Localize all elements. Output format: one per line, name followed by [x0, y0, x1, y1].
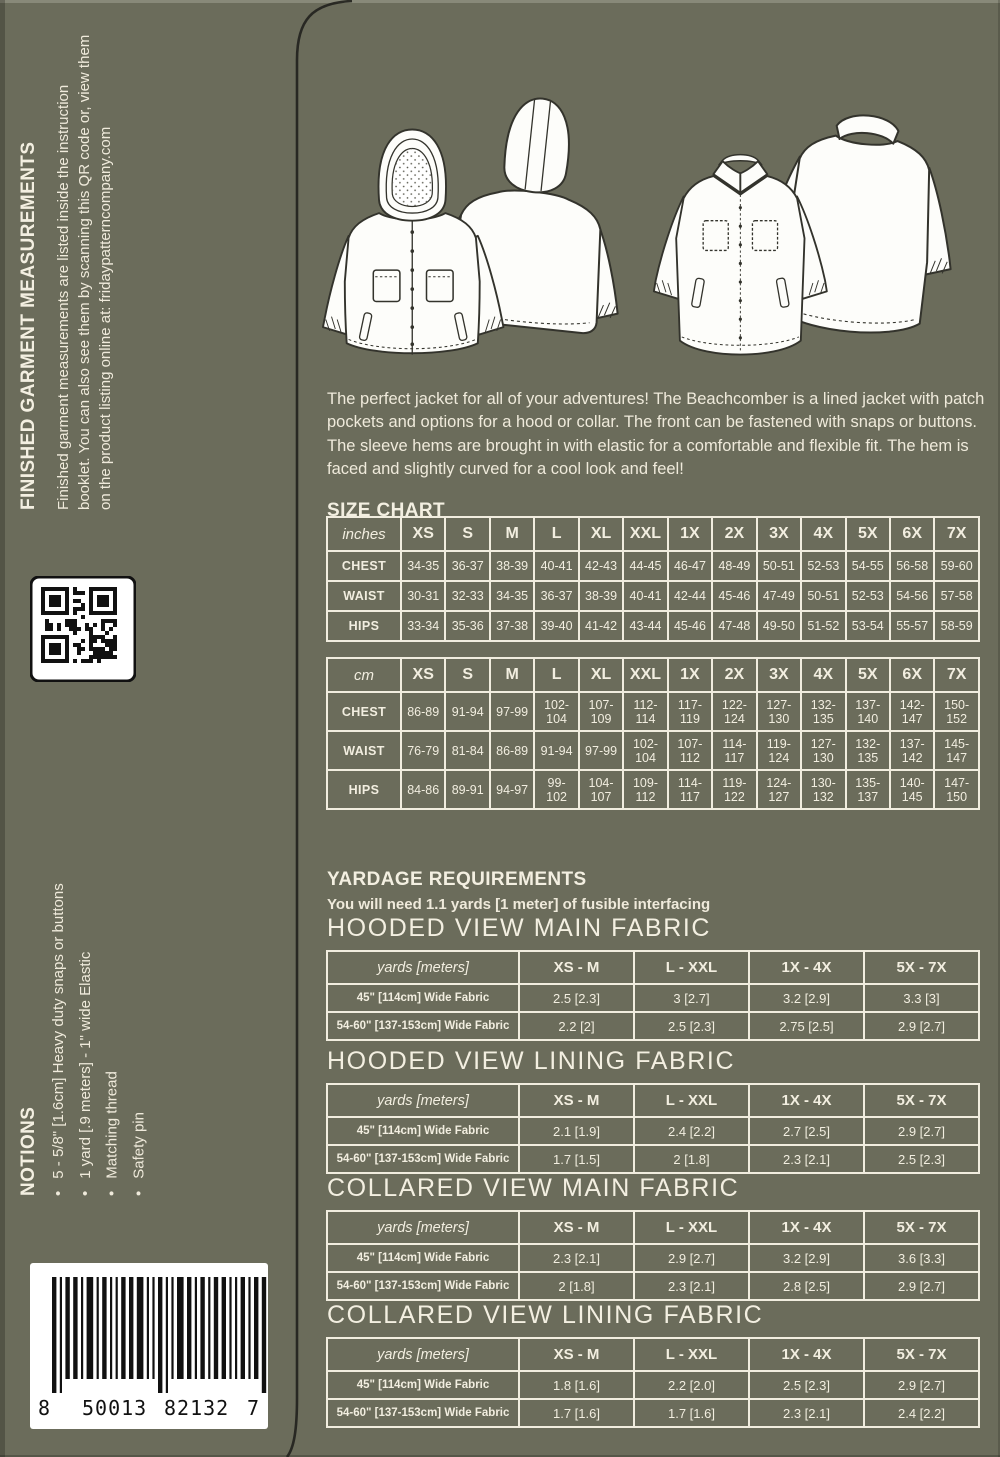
measurement-value: 137-140 — [846, 692, 890, 731]
yardage-value: 2.5 [2.3] — [519, 984, 634, 1012]
measurement-value: 53-54 — [846, 611, 890, 641]
yardage-value: 2.4 [2.2] — [634, 1117, 749, 1145]
measurement-value: 145-147 — [934, 731, 978, 770]
measurement-value: 45-46 — [712, 581, 756, 611]
size-header: XS — [401, 517, 445, 551]
measurement-value: 30-31 — [401, 581, 445, 611]
yardage-value: 2.3 [2.1] — [749, 1399, 864, 1427]
size-group-header: 5X - 7X — [864, 1211, 979, 1244]
measurement-value: 38-39 — [490, 551, 534, 581]
yardage-value: 2.7 [2.5] — [749, 1117, 864, 1145]
measurement-value: 94-97 — [490, 770, 534, 809]
interfacing-note: You will need 1.1 yards [1 meter] of fusible interfacing — [327, 896, 711, 913]
measurement-value: 104-107 — [579, 770, 623, 809]
size-group-header: 5X - 7X — [864, 1084, 979, 1117]
yardage-value: 2.75 [2.5] — [749, 1012, 864, 1040]
barcode-digits — [30, 1396, 268, 1420]
size-group-header: XS - M — [519, 1211, 634, 1244]
measurement-value: 112-114 — [623, 692, 667, 731]
measurement-value: 137-142 — [890, 731, 934, 770]
measurement-value: 50-51 — [757, 551, 801, 581]
yardage-collared-main — [326, 1174, 978, 1301]
measurement-value: 147-150 — [934, 770, 978, 809]
unit-label: inches — [327, 517, 401, 551]
yardage-view-title: COLLARED VIEW MAIN FABRIC — [327, 1174, 740, 1202]
measurement-value: 150-152 — [934, 692, 978, 731]
measurement-value: 127-130 — [757, 692, 801, 731]
notion-item: • Matching thread — [104, 788, 123, 1196]
measurement-label: HIPS — [327, 611, 401, 641]
yards-meters-label: yards [meters] — [327, 951, 519, 984]
measurement-value: 42-43 — [579, 551, 623, 581]
measurement-value: 102-104 — [623, 731, 667, 770]
measurement-value: 57-58 — [934, 581, 978, 611]
measurement-value: 52-53 — [801, 551, 845, 581]
measurement-value: 59-60 — [934, 551, 978, 581]
yardage-value: 3 [2.7] — [634, 984, 749, 1012]
size-header: 5X — [846, 517, 890, 551]
barcode-digit-group: 7 — [246, 1396, 260, 1420]
size-header: 4X — [801, 658, 845, 692]
finished-measurements-title: FINISHED GARMENT MEASUREMENTS — [18, 141, 39, 510]
size-header: XL — [579, 658, 623, 692]
notions-title: NOTIONS — [18, 1106, 39, 1196]
fabric-width-label: 45" [114cm] Wide Fabric — [327, 984, 519, 1012]
yardage-value: 2.2 [2.0] — [634, 1371, 749, 1399]
yardage-value: 1.7 [1.6] — [519, 1399, 634, 1427]
measurement-value: 36-37 — [445, 551, 489, 581]
fabric-width-label: 54-60" [137-153cm] Wide Fabric — [327, 1272, 519, 1300]
measurement-value: 54-56 — [890, 581, 934, 611]
yardage-value: 2.3 [2.1] — [634, 1272, 749, 1300]
measurement-value: 89-91 — [445, 770, 489, 809]
fabric-width-label: 45" [114cm] Wide Fabric — [327, 1244, 519, 1272]
size-header: S — [445, 517, 489, 551]
measurement-value: 132-135 — [846, 731, 890, 770]
size-header: XXL — [623, 658, 667, 692]
notion-item: • Safety pin — [130, 788, 149, 1196]
yardage-value: 2.4 [2.2] — [864, 1399, 979, 1427]
size-group-header: XS - M — [519, 1338, 634, 1371]
size-group-header: XS - M — [519, 1084, 634, 1117]
size-group-header: L - XXL — [634, 951, 749, 984]
size-header: 2X — [712, 658, 756, 692]
size-group-header: 1X - 4X — [749, 951, 864, 984]
measurement-value: 45-46 — [668, 611, 712, 641]
yardage-value: 2.9 [2.7] — [864, 1012, 979, 1040]
measurement-value: 122-124 — [712, 692, 756, 731]
size-group-header: L - XXL — [634, 1338, 749, 1371]
finished-measurements-text: Finished garment measurements are listed inside the instruction booklet. You can also see them by scanning this QR code or, view them on the product listing online at: fridaypatterncompany.com — [55, 34, 114, 510]
measurement-value: 97-99 — [490, 692, 534, 731]
size-header: L — [534, 658, 578, 692]
yardage-view-title: COLLARED VIEW LINING FABRIC — [327, 1301, 764, 1329]
yardage-value: 2.9 [2.7] — [864, 1272, 979, 1300]
measurement-label: WAIST — [327, 731, 401, 770]
pattern-description: The perfect jacket for all of your adventures! The Beachcomber is a lined jacket with patch pockets and options for a hood or collar. The front can be fastened with snaps or buttons. The sleeve hems are brought in with elastic for a comfortable and flexible fit. The hem is faced and slightly curved for a cool look and feel! — [327, 389, 985, 479]
size-table-inches — [326, 516, 980, 642]
qr-code — [30, 576, 136, 682]
size-header: 7X — [934, 658, 978, 692]
measurement-value: 33-34 — [401, 611, 445, 641]
size-header: XS — [401, 658, 445, 692]
yardage-value: 3.2 [2.9] — [749, 984, 864, 1012]
measurement-value: 102-104 — [534, 692, 578, 731]
measurement-value: 49-50 — [757, 611, 801, 641]
size-group-header: L - XXL — [634, 1211, 749, 1244]
measurement-value: 54-55 — [846, 551, 890, 581]
measurement-value: 117-119 — [668, 692, 712, 731]
measurement-value: 42-44 — [668, 581, 712, 611]
yardage-value: 2.9 [2.7] — [864, 1117, 979, 1145]
measurement-value: 52-53 — [846, 581, 890, 611]
yardage-hooded-main — [326, 914, 978, 1041]
measurement-value: 56-58 — [890, 551, 934, 581]
notion-item: • 1 yard [.9 meters] - 1" wide Elastic — [77, 788, 96, 1196]
measurement-value: 124-127 — [757, 770, 801, 809]
size-header: 6X — [890, 517, 934, 551]
measurement-value: 55-57 — [890, 611, 934, 641]
barcode-digit-group: 8 — [38, 1396, 52, 1420]
measurement-value: 81-84 — [445, 731, 489, 770]
size-chart-title: SIZE CHART — [327, 499, 445, 521]
jacket-illustrations — [0, 0, 1000, 390]
yardage-value: 1.7 [1.6] — [634, 1399, 749, 1427]
yardage-table — [326, 1083, 980, 1174]
notions-block — [18, 788, 149, 1196]
measurement-label: CHEST — [327, 692, 401, 731]
fabric-width-label: 54-60" [137-153cm] Wide Fabric — [327, 1399, 519, 1427]
measurement-value: 91-94 — [534, 731, 578, 770]
yardage-value: 3.3 [3] — [864, 984, 979, 1012]
measurement-value: 86-89 — [490, 731, 534, 770]
hooded-jacket-front — [323, 130, 504, 355]
yards-meters-label: yards [meters] — [327, 1211, 519, 1244]
measurement-value: 84-86 — [401, 770, 445, 809]
measurement-value: 44-45 — [623, 551, 667, 581]
measurement-value: 39-40 — [534, 611, 578, 641]
size-header: 6X — [890, 658, 934, 692]
measurement-value: 135-137 — [846, 770, 890, 809]
size-group-header: 1X - 4X — [749, 1084, 864, 1117]
measurement-value: 46-47 — [668, 551, 712, 581]
yardage-value: 2.3 [2.1] — [519, 1244, 634, 1272]
size-header: M — [490, 658, 534, 692]
yardage-value: 1.7 [1.5] — [519, 1145, 634, 1173]
yardage-title: YARDAGE REQUIREMENTS — [327, 868, 587, 890]
measurement-value: 86-89 — [401, 692, 445, 731]
yardage-view-title: HOODED VIEW LINING FABRIC — [327, 1047, 736, 1075]
size-chart-inches — [326, 516, 978, 642]
measurement-value: 51-52 — [801, 611, 845, 641]
measurement-value: 127-130 — [801, 731, 845, 770]
yardage-value: 2.8 [2.5] — [749, 1272, 864, 1300]
yardage-hooded-lining — [326, 1047, 978, 1174]
size-group-header: 1X - 4X — [749, 1211, 864, 1244]
measurement-value: 41-42 — [579, 611, 623, 641]
measurement-value: 34-35 — [490, 581, 534, 611]
measurement-value: 47-49 — [757, 581, 801, 611]
yardage-value: 2.9 [2.7] — [864, 1371, 979, 1399]
yardage-table — [326, 1337, 980, 1428]
size-header: 1X — [668, 658, 712, 692]
measurement-value: 142-147 — [890, 692, 934, 731]
fabric-width-label: 45" [114cm] Wide Fabric — [327, 1117, 519, 1145]
size-header: 3X — [757, 658, 801, 692]
yardage-table — [326, 950, 980, 1041]
measurement-value: 37-38 — [490, 611, 534, 641]
measurement-value: 35-36 — [445, 611, 489, 641]
measurement-value: 40-41 — [534, 551, 578, 581]
size-group-header: 5X - 7X — [864, 1338, 979, 1371]
barcode — [30, 1263, 268, 1429]
size-header: L — [534, 517, 578, 551]
size-group-header: L - XXL — [634, 1084, 749, 1117]
yardage-value: 2.5 [2.3] — [864, 1145, 979, 1173]
measurement-value: 119-124 — [757, 731, 801, 770]
yardage-value: 1.8 [1.6] — [519, 1371, 634, 1399]
size-header: 7X — [934, 517, 978, 551]
measurement-value: 58-59 — [934, 611, 978, 641]
size-header: 1X — [668, 517, 712, 551]
size-header: M — [490, 517, 534, 551]
size-group-header: 1X - 4X — [749, 1338, 864, 1371]
measurement-value: 140-145 — [890, 770, 934, 809]
size-header: 5X — [846, 658, 890, 692]
yards-meters-label: yards [meters] — [327, 1084, 519, 1117]
measurement-value: 99-102 — [534, 770, 578, 809]
measurement-value: 114-117 — [668, 770, 712, 809]
measurement-value: 132-135 — [801, 692, 845, 731]
yardage-collared-lining — [326, 1301, 978, 1428]
size-header: 4X — [801, 517, 845, 551]
measurement-value: 47-48 — [712, 611, 756, 641]
size-header: 2X — [712, 517, 756, 551]
measurement-value: 109-112 — [623, 770, 667, 809]
measurement-value: 119-122 — [712, 770, 756, 809]
size-group-header: XS - M — [519, 951, 634, 984]
yardage-table — [326, 1210, 980, 1301]
measurement-value: 130-132 — [801, 770, 845, 809]
size-table-cm — [326, 657, 980, 810]
yards-meters-label: yards [meters] — [327, 1338, 519, 1371]
yardage-value: 2 [1.8] — [519, 1272, 634, 1300]
barcode-digit-group: 82132 — [164, 1396, 230, 1420]
yardage-value: 2.1 [1.9] — [519, 1117, 634, 1145]
measurement-value: 114-117 — [712, 731, 756, 770]
measurement-value: 36-37 — [534, 581, 578, 611]
yardage-value: 2.9 [2.7] — [634, 1244, 749, 1272]
size-chart-cm — [326, 657, 978, 810]
measurement-label: CHEST — [327, 551, 401, 581]
measurement-value: 40-41 — [623, 581, 667, 611]
yardage-value: 2.5 [2.3] — [634, 1012, 749, 1040]
yardage-value: 3.6 [3.3] — [864, 1244, 979, 1272]
size-header: 3X — [757, 517, 801, 551]
measurement-value: 48-49 — [712, 551, 756, 581]
fabric-width-label: 54-60" [137-153cm] Wide Fabric — [327, 1145, 519, 1173]
measurement-value: 43-44 — [623, 611, 667, 641]
unit-label: cm — [327, 658, 401, 692]
measurement-value: 91-94 — [445, 692, 489, 731]
yardage-value: 2.3 [2.1] — [749, 1145, 864, 1173]
measurement-value: 38-39 — [579, 581, 623, 611]
yardage-value: 2.5 [2.3] — [749, 1371, 864, 1399]
size-group-header: 5X - 7X — [864, 951, 979, 984]
yardage-view-title: HOODED VIEW MAIN FABRIC — [327, 914, 712, 942]
measurement-value: 50-51 — [801, 581, 845, 611]
size-header: S — [445, 658, 489, 692]
fabric-width-label: 54-60" [137-153cm] Wide Fabric — [327, 1012, 519, 1040]
size-header: XL — [579, 517, 623, 551]
measurement-value: 34-35 — [401, 551, 445, 581]
measurement-value: 32-33 — [445, 581, 489, 611]
yardage-value: 2 [1.8] — [634, 1145, 749, 1173]
measurement-label: WAIST — [327, 581, 401, 611]
measurement-value: 97-99 — [579, 731, 623, 770]
notion-item: • 5 - 5/8" [1.6cm] Heavy duty snaps or buttons — [50, 788, 69, 1196]
measurement-label: HIPS — [327, 770, 401, 809]
barcode-digit-group: 50013 — [82, 1396, 148, 1420]
size-header: XXL — [623, 517, 667, 551]
measurement-value: 107-109 — [579, 692, 623, 731]
yardage-value: 3.2 [2.9] — [749, 1244, 864, 1272]
measurement-value: 76-79 — [401, 731, 445, 770]
measurement-value: 107-112 — [668, 731, 712, 770]
yardage-value: 2.2 [2] — [519, 1012, 634, 1040]
notions-list — [50, 788, 149, 1196]
fabric-width-label: 45" [114cm] Wide Fabric — [327, 1371, 519, 1399]
